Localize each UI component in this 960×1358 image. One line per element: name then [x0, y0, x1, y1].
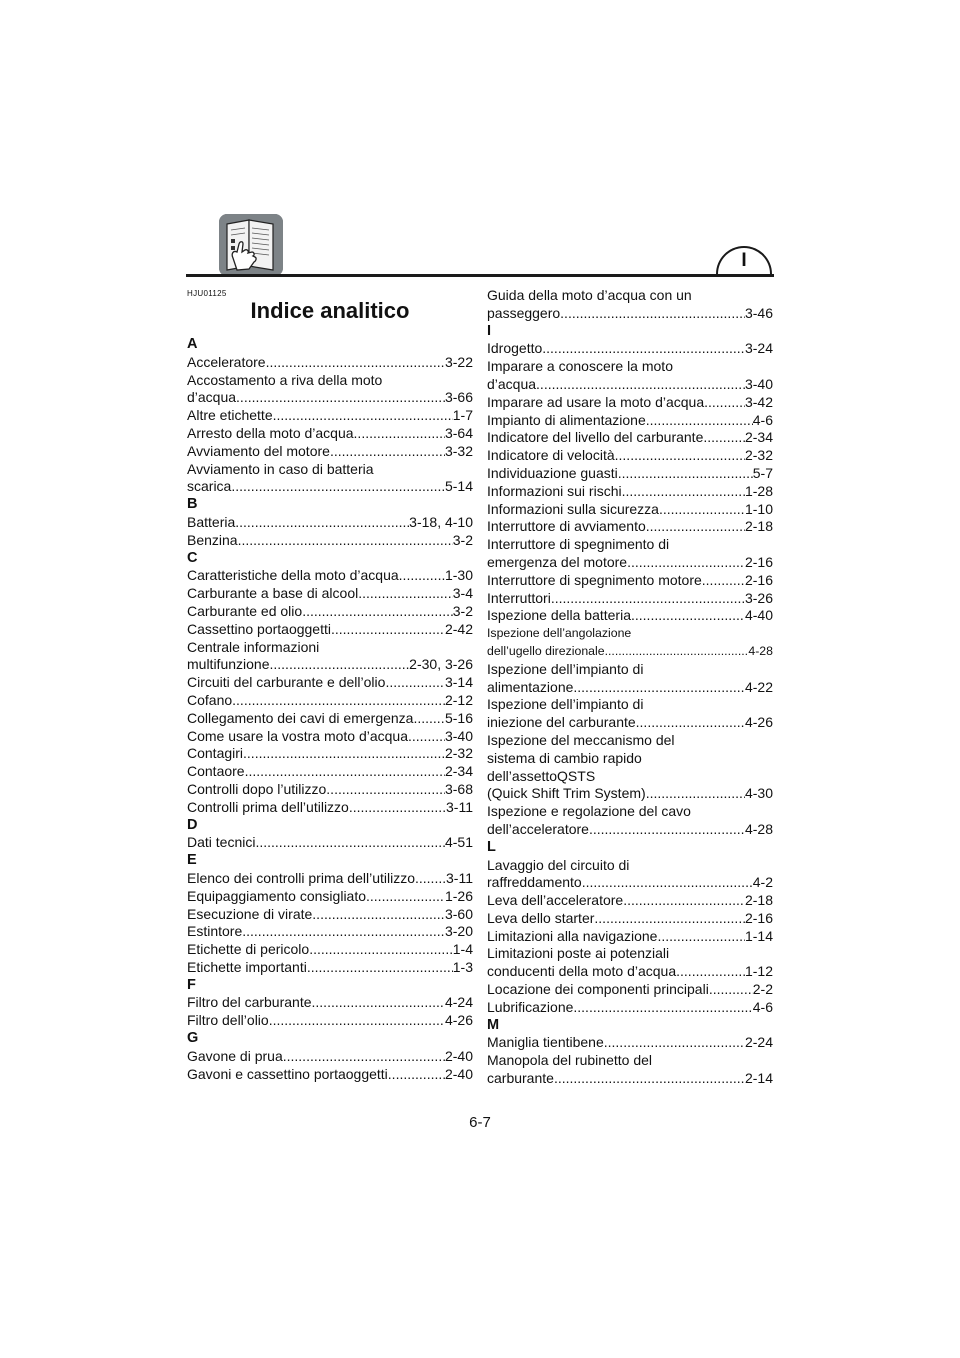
- index-entry-page-ref: 3-40: [744, 375, 773, 392]
- index-entry-text: Interruttore di spegnimento motore: [487, 571, 702, 588]
- index-entry: [187, 728, 473, 746]
- dot-leader: [554, 1070, 745, 1088]
- index-entry-page-ref: 1-7: [452, 407, 473, 424]
- index-entry: [187, 425, 473, 443]
- index-entry-text: iniezione del carburante: [487, 714, 636, 731]
- index-column-left: [187, 336, 473, 1083]
- dot-leader: [646, 412, 753, 430]
- index-entry-page-ref: 3-40: [444, 727, 473, 744]
- index-entry-page-ref: 3-11: [446, 798, 473, 815]
- index-entry-text: Cofano: [187, 691, 233, 708]
- index-entry-text: raffreddamento: [487, 874, 582, 891]
- header-rule: [186, 274, 774, 277]
- index-entry: [187, 585, 473, 603]
- index-entry-page-ref: 3-60: [444, 905, 473, 922]
- index-entry-text: Caratteristiche della moto d’acqua: [187, 567, 399, 584]
- dot-leader: [302, 603, 453, 621]
- index-letter-heading: B: [187, 496, 198, 513]
- dot-leader: [269, 1012, 445, 1030]
- index-entry-page-ref: 1-30: [444, 567, 473, 584]
- index-entry-page-ref: 3-42: [744, 393, 773, 410]
- dot-leader: [703, 429, 745, 447]
- dot-leader: [309, 941, 453, 959]
- index-entry-page-ref: 1-10: [744, 500, 773, 517]
- index-entry: [187, 870, 473, 888]
- dot-leader: [646, 518, 745, 536]
- index-entry-page-ref: 1-12: [744, 963, 773, 980]
- index-entry: [187, 959, 473, 977]
- index-entry: [487, 590, 773, 608]
- index-entry-page-ref: 3-22: [444, 353, 473, 370]
- index-entry: [187, 906, 473, 924]
- index-entry-page-ref: 4-22: [744, 678, 773, 695]
- dot-leader: [536, 376, 745, 394]
- index-entry-text: Leva dello starter: [487, 909, 595, 926]
- index-entry-text-line: Limitazioni poste ai potenziali: [487, 945, 670, 962]
- index-entry-text: Individuazione guasti: [487, 464, 618, 481]
- index-entry-page-ref: 4-24: [444, 994, 473, 1011]
- index-letter-heading: F: [187, 976, 196, 993]
- index-entry: [487, 536, 773, 572]
- index-entry-text-line: sistema di cambio rapido: [487, 749, 642, 766]
- dot-leader: [270, 656, 410, 674]
- dot-leader: [326, 781, 445, 799]
- dot-leader: [232, 692, 445, 710]
- index-entry-text: d’acqua: [487, 375, 537, 392]
- dot-leader: [657, 928, 745, 946]
- index-entry-text: dell’ugello direzionale: [487, 643, 605, 658]
- index-entry-text: Filtro dell’olio: [187, 1012, 269, 1029]
- dot-leader: [312, 906, 445, 924]
- index-entry-page-ref: 5-14: [444, 478, 473, 495]
- index-entry-text: Circuiti del carburante e dell’olio: [187, 674, 386, 691]
- index-entry: [487, 501, 773, 519]
- index-entry-text: Collegamento dei cavi di emergenza: [187, 709, 414, 726]
- dot-leader: [582, 874, 753, 892]
- index-entry-page-ref: 2-34: [744, 429, 773, 446]
- index-entry-page-ref: 2-18: [744, 518, 773, 535]
- index-entry-page-ref: 3-20: [444, 923, 473, 940]
- index-entry-text: Imparare ad usare la moto d’acqua: [487, 393, 705, 410]
- index-entry-page-ref: 4-26: [444, 1012, 473, 1029]
- index-entry-text: dell’acceleratore: [487, 820, 589, 837]
- index-entry-page-ref: 3-14: [444, 674, 473, 691]
- dot-leader: [636, 714, 745, 732]
- index-entry: [487, 981, 773, 999]
- index-entry: [487, 928, 773, 946]
- index-entry: [487, 340, 773, 358]
- index-entry-text: Interruttori: [487, 589, 551, 606]
- index-entry-text: Controlli prima dell’utilizzo: [187, 798, 349, 815]
- index-entry: [487, 696, 773, 732]
- index-entry-text: Indicatore del livello del carburante: [487, 429, 704, 446]
- index-entry-text-line: Ispezione dell’angolazione: [487, 626, 632, 641]
- index-entry: [187, 941, 473, 959]
- dot-leader: [358, 585, 453, 603]
- index-entry-text: Carburante a base di alcool: [187, 585, 359, 602]
- index-entry-text-line: Centrale informazioni: [187, 638, 320, 655]
- index-entry-text: Lubrificazione: [487, 998, 574, 1015]
- index-entry-page-ref: 4-51: [444, 834, 473, 851]
- index-entry: [487, 910, 773, 928]
- dot-leader: [676, 963, 745, 981]
- dot-leader: [560, 305, 745, 323]
- index-entry-text-line: Manopola del rubinetto del: [487, 1052, 653, 1069]
- index-entry-text-line: Ispezione del meccanismo del: [487, 731, 675, 748]
- index-entry: [187, 799, 473, 817]
- index-entry: [187, 674, 473, 692]
- index-entry-text-line: Avviamento in caso di batteria: [187, 460, 374, 477]
- index-letter-heading: E: [187, 852, 197, 869]
- index-entry-page-ref: 1-14: [744, 927, 773, 944]
- page-title: Indice analitico: [250, 298, 410, 323]
- index-entry: [187, 1012, 473, 1030]
- dot-leader: [618, 465, 753, 483]
- dot-leader: [238, 532, 453, 550]
- index-entry-page-ref: 2-18: [744, 892, 773, 909]
- index-entry-text: emergenza del motore: [487, 553, 628, 570]
- index-entry: [187, 407, 473, 425]
- dot-leader: [388, 1066, 445, 1084]
- index-entry-text: Contagiri: [187, 745, 244, 762]
- manual-hand-icon: [219, 214, 283, 276]
- index-entry-text: Leva dell’acceleratore: [487, 892, 624, 909]
- index-entry-text: Etichette di pericolo: [187, 941, 310, 958]
- dot-leader: [415, 870, 446, 888]
- dot-leader: [283, 1048, 445, 1066]
- index-entry-text: Impianto di alimentazione: [487, 411, 646, 428]
- index-entry: [187, 461, 473, 497]
- index-entry: [187, 443, 473, 461]
- index-entry-text: multifunzione: [187, 656, 270, 673]
- index-entry: [487, 732, 773, 803]
- index-entry-page-ref: 2-24: [744, 1034, 773, 1051]
- index-entry-text: Arresto della moto d’acqua: [187, 424, 354, 441]
- dot-leader: [354, 425, 445, 443]
- dot-leader: [255, 834, 445, 852]
- index-entry-text: scarica: [187, 478, 232, 495]
- index-entry-page-ref: 2-2: [752, 981, 773, 998]
- index-entry-page-ref: 4-6: [752, 411, 773, 428]
- index-entry: [487, 412, 773, 430]
- index-entry-text: (Quick Shift Trim System): [487, 785, 646, 802]
- index-entry-text-line: Interruttore di spegnimento di: [487, 536, 670, 553]
- index-letter-heading: M: [487, 1016, 500, 1033]
- index-entry-text: Benzina: [187, 531, 238, 548]
- index-entry-text-line: dell’assettoQSTS: [487, 767, 596, 784]
- index-entry-page-ref: 3-66: [444, 389, 473, 406]
- index-entry-text-line: Lavaggio del circuito di: [487, 856, 630, 873]
- index-entry-text-line: Ispezione e regolazione del cavo: [487, 803, 691, 820]
- dot-leader: [231, 478, 445, 496]
- index-entry-page-ref: 3-24: [744, 340, 773, 357]
- index-entry: [487, 857, 773, 893]
- index-entry: [187, 781, 473, 799]
- index-entry: [187, 621, 473, 639]
- index-entry-text: Controlli dopo l’utilizzo: [187, 780, 327, 797]
- index-entry-text-line: Guida della moto d’acqua con un: [487, 287, 692, 303]
- index-entry-page-ref: 4-6: [752, 998, 773, 1015]
- index-entry-text: Esecuzione di virate: [187, 905, 313, 922]
- index-entry: [187, 692, 473, 710]
- index-letter-heading: G: [187, 1030, 199, 1047]
- dot-leader: [385, 674, 445, 692]
- index-entry: [187, 710, 473, 728]
- index-entry-text: Gavoni e cassettino portaoggetti: [187, 1065, 388, 1082]
- index-entry-page-ref: 2-16: [744, 553, 773, 570]
- index-entry: [487, 625, 773, 661]
- index-entry-page-ref: 3-26: [744, 589, 773, 606]
- index-entry-page-ref: 3-46: [744, 304, 773, 321]
- index-letter-heading: C: [187, 549, 198, 566]
- dot-leader: [573, 679, 745, 697]
- index-entry: [187, 567, 473, 585]
- index-entry: [187, 372, 473, 408]
- index-entry: [187, 354, 473, 372]
- index-entry: [187, 888, 473, 906]
- index-entry-text: Come usare la vostra moto d’acqua: [187, 727, 408, 744]
- index-entry-page-ref: 3-64: [444, 424, 473, 441]
- index-entry-page-ref: 3-4: [452, 585, 473, 602]
- dot-leader: [542, 340, 745, 358]
- page-number: 6-7: [469, 1114, 491, 1131]
- index-entry-text: Gavone di prua: [187, 1047, 283, 1064]
- dot-leader: [631, 607, 745, 625]
- index-entry: [487, 518, 773, 536]
- index-entry: [487, 945, 773, 981]
- dot-leader: [331, 621, 445, 639]
- index-entry: [487, 1034, 773, 1052]
- index-entry: [187, 745, 473, 763]
- index-entry-text: Altre etichette: [187, 407, 273, 424]
- index-entry-page-ref: 3-32: [444, 442, 473, 459]
- index-entry-text: Informazioni sui rischi: [487, 482, 622, 499]
- dot-leader: [573, 999, 752, 1017]
- dot-leader: [622, 483, 745, 501]
- index-entry: [187, 1048, 473, 1066]
- index-entry: [187, 923, 473, 941]
- index-entry-text: Filtro del carburante: [187, 994, 312, 1011]
- index-letter-heading: I: [487, 322, 492, 339]
- document-code: HJU01125: [187, 289, 227, 298]
- dot-leader: [349, 799, 446, 817]
- index-entry-text-line: Imparare a conoscere la moto: [487, 358, 673, 375]
- index-entry-text: Maniglia tientibene: [487, 1034, 604, 1051]
- index-entry: [187, 834, 473, 852]
- index-entry: [487, 465, 773, 483]
- index-entry: [187, 639, 473, 675]
- index-entry-text: alimentazione: [487, 678, 574, 695]
- index-entry-page-ref: 3-2: [452, 531, 473, 548]
- index-entry-page-ref: 2-40: [444, 1065, 473, 1082]
- index-entry-page-ref: 3-11: [446, 869, 473, 886]
- index-entry-page-ref: 2-16: [744, 909, 773, 926]
- index-entry-page-ref: 2-42: [444, 620, 473, 637]
- dot-leader: [646, 785, 745, 803]
- index-entry: [187, 532, 473, 550]
- dot-leader: [366, 888, 445, 906]
- index-entry-text: Etichette importanti: [187, 958, 307, 975]
- index-entry-text: Limitazioni alla navigazione: [487, 927, 658, 944]
- index-entry-page-ref: 4-2: [752, 874, 773, 891]
- dot-leader: [709, 981, 753, 999]
- index-entry-text: Acceleratore: [187, 353, 266, 370]
- dot-leader: [312, 994, 445, 1012]
- index-entry: [487, 287, 773, 323]
- index-entry-page-ref: 1-3: [452, 958, 473, 975]
- index-entry: [487, 892, 773, 910]
- index-entry-page-ref: 4-28: [748, 643, 773, 658]
- dot-leader: [408, 728, 445, 746]
- index-entry: [487, 607, 773, 625]
- index-entry: [487, 803, 773, 839]
- dot-leader: [399, 567, 445, 585]
- index-entry: [187, 1066, 473, 1084]
- index-letter-heading: L: [487, 838, 496, 855]
- index-entry-text: Batteria: [187, 513, 236, 530]
- index-entry: [487, 572, 773, 590]
- index-entry-text: d’acqua: [187, 389, 237, 406]
- index-entry-text-line: Ispezione dell’impianto di: [487, 660, 644, 677]
- dot-leader: [604, 1034, 745, 1052]
- index-entry: [487, 358, 773, 394]
- dot-leader: [242, 923, 445, 941]
- dot-leader: [704, 394, 745, 412]
- index-entry-text: carburante: [487, 1070, 554, 1087]
- index-letter-heading: A: [187, 336, 198, 352]
- index-entry-text: Avviamento del motore: [187, 442, 330, 459]
- dot-leader: [627, 554, 745, 572]
- dot-leader: [413, 710, 445, 728]
- index-entry-page-ref: 4-40: [744, 607, 773, 624]
- index-entry-page-ref: 4-28: [744, 820, 773, 837]
- dot-leader: [589, 821, 745, 839]
- index-entry-page-ref: 2-14: [744, 1070, 773, 1087]
- dot-leader: [551, 590, 745, 608]
- dot-leader: [330, 443, 445, 461]
- index-entry-page-ref: 3-68: [444, 780, 473, 797]
- index-entry-page-ref: 2-40: [444, 1047, 473, 1064]
- dot-leader: [659, 501, 745, 519]
- index-entry-text: Estintore: [187, 923, 243, 940]
- dot-leader: [623, 892, 745, 910]
- index-entry-text: Dati tecnici: [187, 834, 256, 851]
- index-entry: [487, 1052, 773, 1088]
- index-column-right: [487, 287, 773, 1088]
- index-entry-page-ref: 2-32: [744, 447, 773, 464]
- index-entry-text-line: Ispezione dell’impianto di: [487, 696, 644, 713]
- dot-leader: [236, 389, 445, 407]
- index-entry-text: Idrogetto: [487, 340, 543, 357]
- index-entry-page-ref: 2-12: [444, 691, 473, 708]
- index-entry-page-ref: 3-2: [452, 602, 473, 619]
- index-entry-text: Indicatore di velocità: [487, 447, 615, 464]
- index-entry-page-ref: 4-30: [744, 785, 773, 802]
- index-entry-page-ref: 5-7: [752, 464, 773, 481]
- index-entry: [487, 661, 773, 697]
- dot-leader: [307, 959, 453, 977]
- dot-leader: [605, 643, 749, 661]
- index-entry-page-ref: 2-34: [444, 763, 473, 780]
- index-entry-page-ref: 2-32: [444, 745, 473, 762]
- index-entry-page-ref: 2-30, 3-26: [409, 656, 473, 673]
- index-entry: [487, 429, 773, 447]
- index-entry: [487, 483, 773, 501]
- index-entry-text: Locazione dei componenti principali: [487, 981, 709, 998]
- index-entry: [487, 999, 773, 1017]
- dot-leader: [243, 745, 445, 763]
- index-entry: [187, 763, 473, 781]
- language-badge: I: [716, 246, 772, 274]
- index-entry-text: passeggero: [487, 304, 561, 321]
- index-entry-text: conducenti della moto d’acqua: [487, 963, 677, 980]
- index-entry-text: Cassettino portaoggetti: [187, 620, 331, 637]
- index-entry-page-ref: 1-28: [744, 482, 773, 499]
- index-entry: [487, 447, 773, 465]
- index-entry: [187, 994, 473, 1012]
- index-entry-page-ref: 2-16: [744, 571, 773, 588]
- index-entry-text: Interruttore di avviamento: [487, 518, 646, 535]
- index-entry-text: Carburante ed olio: [187, 602, 303, 619]
- index-entry-page-ref: 3-18, 4-10: [409, 513, 473, 530]
- index-entry-page-ref: 1-26: [444, 887, 473, 904]
- index-entry: [187, 514, 473, 532]
- index-entry-text: Elenco dei controlli prima dell’utilizzo: [187, 869, 415, 886]
- dot-leader: [266, 354, 445, 372]
- index-entry-page-ref: 5-16: [444, 709, 473, 726]
- index-entry-text-line: Accostamento a riva della moto: [187, 371, 383, 388]
- dot-leader: [273, 407, 453, 425]
- index-entry: [187, 603, 473, 621]
- index-letter-heading: D: [187, 816, 198, 833]
- index-entry-page-ref: 4-26: [744, 714, 773, 731]
- index-entry-text: Contaore: [187, 763, 245, 780]
- dot-leader: [235, 514, 409, 532]
- index-entry-text: Informazioni sulla sicurezza: [487, 500, 659, 517]
- index-entry: [487, 394, 773, 412]
- dot-leader: [702, 572, 745, 590]
- index-entry-text: Ispezione della batteria: [487, 607, 631, 624]
- dot-leader: [594, 910, 745, 928]
- dot-leader: [615, 447, 745, 465]
- index-entry-page-ref: 1-4: [452, 941, 473, 958]
- dot-leader: [245, 763, 445, 781]
- index-entry-text: Equipaggiamento consigliato: [187, 887, 367, 904]
